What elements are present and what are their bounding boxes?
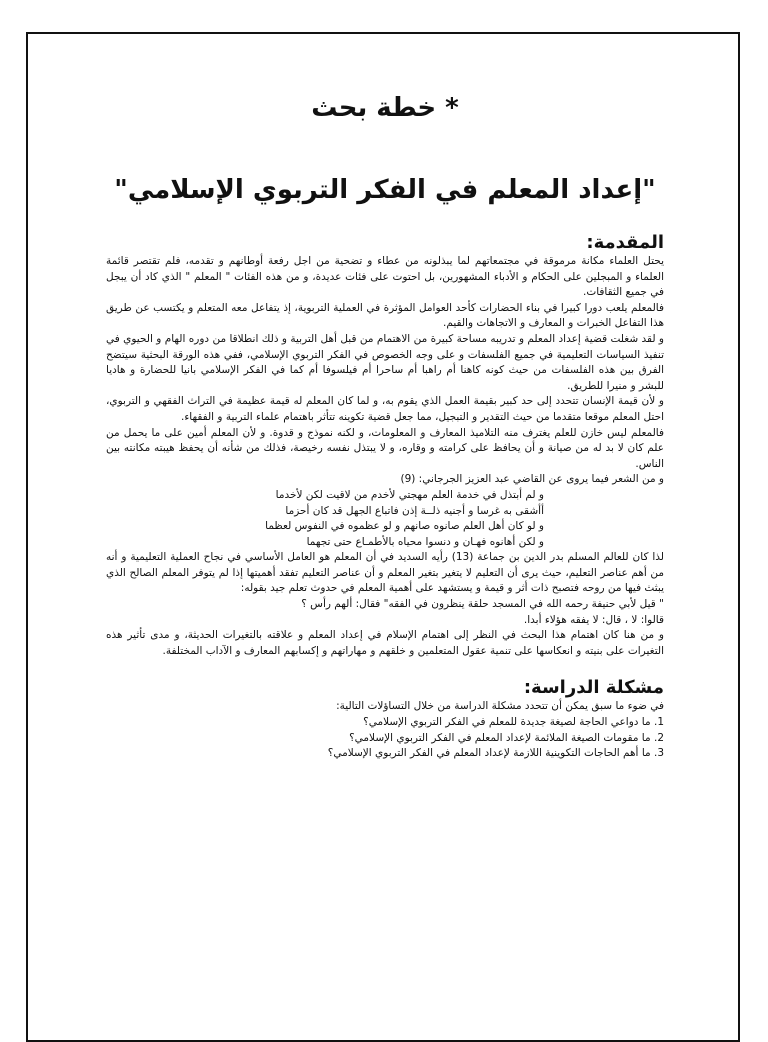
poem-line: و لكن أهانوه فهـان و دنسوا محياه بالأطمـاع حتى تجهما	[306, 535, 544, 548]
poem-line: و لو كان أهل العلم صانوه صانهم و لو عظموه في النفوس لعظما	[265, 520, 544, 533]
research-question: 1. ما دواعي الحاجة لصيغة جديدة للمعلم في الفكر التربوي الإسلامي؟	[363, 716, 664, 729]
intro-paragraph: يحتل العلماء مكانة مرموقة في مجتمعاتهم لما يبذلونه من عطاء و تضحية من اجل رفعة أوطانهم و تقدمه، فلم تقتصر قائمة العلماء و المبجلين على الحكام و الأدباء المشهورين، بل احتوت على فئات عديدة، و من هذه الفئات " المعلم " الذي كاد أن يبجل في جميع الثقافات.	[106, 255, 664, 299]
intro-paragraph: فالمعلم يلعب دورا كبيرا في بناء الحضارات كأحد العوامل المؤثرة في العملية التربوية، إذ يتفاعل معه المتعلم و يكتسب عن طريق هذا التفاعل الخبرات و المعارف و الاتجاهات والقيم.	[106, 301, 664, 330]
problem-intro: في ضوء ما سبق يمكن أن تتحدد مشكلة الدراسة من خلال التساؤلات التالية:	[336, 700, 664, 713]
research-title: "إعداد المعلم في الفكر التربوي الإسلامي"	[114, 175, 656, 205]
intro-paragraph: و لقد شغلت قضية إعداد المعلم و تدريبه مساحة كبيرة من الاهتمام من قبل أهل التربية و ذلك انطلاقا من دوره الهام و الحيوي في تنفيذ السياسات التعليمية في جميع الفلسفات و على وجه الخصوص في الفكر التربوي الإسلامي، ففي هذه الورقة البحثية سيتضح الفرق بين هذه الفلسفات من حيث كونه كاهنا أم راهبا أم ساحرا أم فيلسوفا أم كما في الفكر الإسلامي بانيا للحضارة و هاديا للبشر و منيرا للطريق.	[106, 332, 664, 392]
intro-paragraph: لذا كان للعالم المسلم بدر الدين بن جماعة (13) رأيه السديد في أن المعلم هو العامل الأساسي في نجاح العملية التعليمية و أنه من أهم عناصر التعليم، حيث يرى أن التعليم لا يتغير بتغير المعلم و أن عناصر التعليم تفقد أهميتها إذا لم يتوفر المعلم الصالح الذي يبثث فيها من روحه فتصبح ذات أثر و قيمة و يستشهد على أهمية المعلم في حدوث تعلم جيد بقوله:	[106, 551, 664, 595]
intro-paragraph: و من الشعر فيما يروى عن القاضي عبد العزيز الجرجاني: (9)	[400, 473, 664, 486]
introduction-heading: المقدمة:	[586, 232, 664, 253]
study-problem-heading: مشكلة الدراسة:	[523, 677, 664, 699]
quote-line: " قيل لأبي حنيفة رحمه الله في المسجد حلقة ينظرون في الفقه" فقال: ألهم رأس ؟	[301, 598, 664, 611]
document-content	[106, 88, 664, 762]
research-questions-list	[106, 715, 664, 762]
poem-line: أأشقى به غرسا و أجنيه ذلــة إذن فاتباع الجهل قد كان أحزما	[285, 504, 544, 517]
intro-paragraph: و لأن قيمة الإنسان تتحدد إلى حد كبير بقيمة العمل الذي يقوم به، و لما كان المعلم له قيمة عظيمة في التراث الفقهي و التربوي، احتل المعلم موقعا متقدما من حيث التقدير و التبجيل، مما جعل قضية تكوينه تتأثر باهتمام علماء التربية و الفقهاء.	[106, 395, 664, 423]
intro-paragraph: و من هنا كان اهتمام هذا البحث في النظر إلى اهتمام الإسلام في إعداد المعلم و علاقته بالتغيرات الحديثة، و مدى تأثير هذه التغيرات على بنيته و انعكاسها على تنمية عقول المتعلمين و خلقهم و مهاراتهم و إكسابهم المعارف و الآداب المختلفة.	[106, 629, 664, 657]
research-question: 3. ما أهم الحاجات التكوينية اللازمة لإعداد المعلم في الفكر التربوي الإسلامي؟	[327, 747, 664, 760]
intro-paragraph: فالمعلم ليس خازن للعلم يغترف منه التلاميذ المعارف و المعلومات، و لكنه نموذج و قدوة. و لأن المعلم أمين على ما يحمل من علم كان لا بد له من صيانة و أن يحافظ على كرامته و وقاره، و لا يبتذل نفسه رخيصة، فذلك من شأنه أن يحفظ هيبته مكانته بين الناس.	[106, 426, 664, 470]
quote-line: قالوا: لا ، قال: لا يفقه هؤلاء أبدا.	[523, 613, 664, 626]
introduction-body	[106, 254, 664, 659]
poem-line: و لم أبتذل في خدمة العلم مهجتي لأخدم من لاقيت لكن لأخدما	[275, 488, 544, 501]
document-title: * خطة بحث	[311, 93, 459, 123]
study-problem-body	[106, 699, 664, 761]
research-question: 2. ما مقومات الصيغة الملائمة لإعداد المعلم في الفكر التربوي الإسلامي؟	[349, 731, 664, 744]
